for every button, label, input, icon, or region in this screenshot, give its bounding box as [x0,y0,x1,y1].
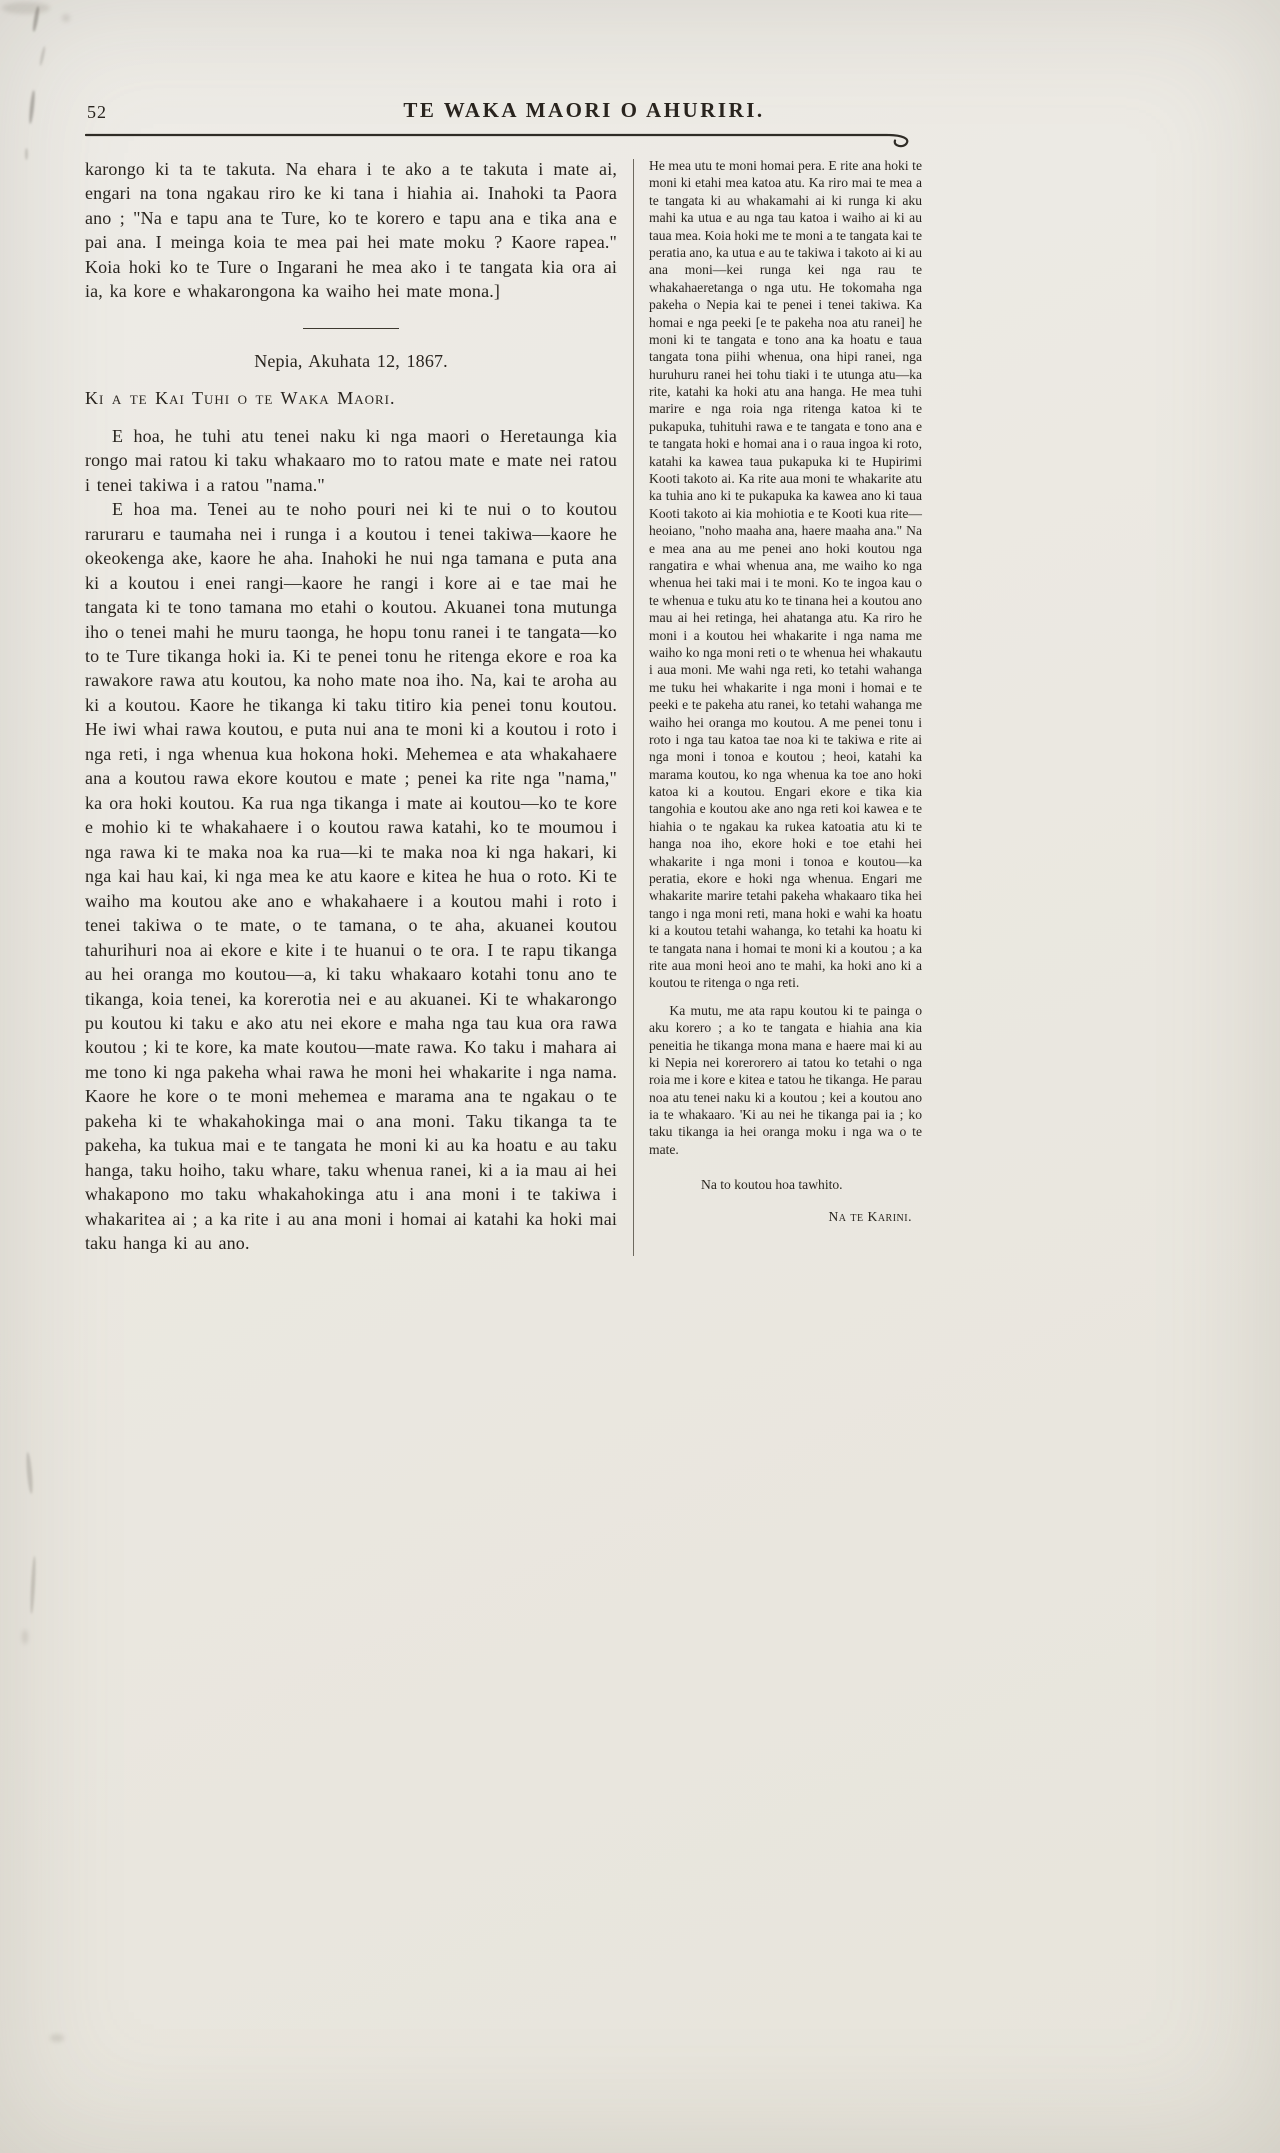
masthead-title: TE WAKA MAORI O AHURIRI. [403,98,765,122]
paragraph: Ka mutu, me ata rapu koutou ki te painga o aku korero ; a ko te tangata e hiahia ana kia peneitia he tikanga mona mana e haere mai ki au ki Nepia nei korerorero ai tatou ko tetahi o nga roia me i kore e kitea e tatou he tikanga. He parau noa atu tenei naku ki a koutou ; kei a koutou ano ia te whakaaro. 'Ki au nei he tikanga pai ia ; ko taku tikanga ia hei oranga moku i nga wa o te mate. [649,1002,922,1157]
signature: Na te Karini. [828,1208,912,1224]
scan-artifact [2,2,50,14]
paragraph-continuation: He mea utu te moni homai pera. E rite ana hoki te moni ki etahi mea katoa atu. Ka riro mai te mea a te tangata ki au whakamahi ai ki runga ki aku mahi ka utua e au nga tau katoa i waiho ai ki au taua mea. Koia hoki me te moni a te tangata kai te peratia ano, ka utua e au te takiwa i takoto ai ki au ana moni—kei runga kei nga rau te whakahaeretanga o nga utu. He tokomaha nga pakeha o Nepia kai te penei i tenei takiwa. Ka homai e nga peeki [e te pakeha noa atu ranei] he moni ki te tangata e tono ana ka hoatu e taua tangata tona piihi whenua, ona hipi ranei, nga huruhuru ranei hei tohu tiaki i te utunga atu—ka rite, katahi ka hoki atu ana hanga. He mea tuhi marire e nga roia nga ritenga katoa ki te pukapuka, tuhituhi rawa e te tangata e tono ana e te tangata hoki e homai ana i o raua ingoa ki roto, katahi ka kawea taua pukapuka ki te Hupirimi Kooti takoto ai. Ka rite aua moni te whakarite atu ka tuhia ano ki te pukapuka ka kawea ano ki taua Kooti takoto ai kia mohiotia e te Kooti kua rite—heoiano, "noho maaha ana, haere maaha ana." Na e mea ana au me penei ano hoki koutou nga rangatira e whai whenua ana, me waiho ko nga whenua hei taki mai i te moni. Ko te ingoa kau o te whenua e tuku atu ko te tinana hei a koutou ano mau ai hei retinga, hei ahatanga atu. Ka riro he moni i a koutou hei whakarite i nga nama me waiho ko nga moni reti o te whenua hei whakautu i aua moni. Me wahi nga reti, ko tetahi wahanga me tuku hei whakarite i nga moni i homai e te peeki e te pakeha atu ranei, ko tetahi wahanga me waiho hei oranga mo koutou. A me penei tonu i roto i nga tau katoa tae noa ki te takiwa e rite ai nga moni i tonoa e koutou ; heoi, katahi ka marama koutou, ko nga whenua ka toe ano hoki katoa ki a koutou. Engari ekore e tika kia tangohia e koutou ake ano nga reti koi kawea e te hiahia o te ngakau ka rukea katoatia atu ki te hanga noa iho, ekore hoki e toe etahi hei whakarite i nga moni i tonoa e koutou—ka peratia, ekore e hoki nga whenua. Engari me whakarite marire tetahi pakeha whakaaro tika hei tango i nga moni reti, mana hoki e wahi ka hoatu ki a koutou tetahi wahanga, ko tetahi ka hoatu ki te tangata nana i homai te moni ki a koutou ; a ka rite aua moni heoi ano te mahi, ka hoki ano ki a koutou te ritenga o nga reti. [649,158,922,991]
section-divider-rule [303,328,399,329]
left-column [85,157,617,1256]
page-header [85,95,923,131]
paragraph: E hoa ma. Tenei au te noho pouri nei ki te nui o to koutou raruraru e taumaha nei i runga i a koutou i tenei takiwa—kaore he okeokenga ake, kaore he aha. Inahoki he nui nga tamana e puta ana ki a koutou i enei rangi—kaore he rangi i kore ai e tae mai he tangata ki te tono tamana mo etahi o koutou. Akuanei tona mutunga iho o tenei mahi he muru taonga, he hopu tonu ranei i te tangata—ko to te Ture tikanga hoki ia. Ki te penei tonu he ritenga ekore e roa ka rawakore rawa atu koutou, ka noho mate noa iho. Na, kai te aroha au ki a koutou. Kaore he tikanga ki taku titiro kia penei tonu koutou. He iwi whai rawa koutou, e puta nui ana te moni ki a koutou i roto i nga reti, i nga whenua kua hokona hoki. Mehemea e ata whakahaere ana a koutou rawa ekore koutou e mate ; penei ka rite nga "nama," ka ora hoki koutou. Ka rua nga tikanga i mate ai koutou—ko te kore e mohio ki te whakahaere i o koutou rawa katahi, ko te moumou i nga rawa ki te maka noa ka rua—ki te maka noa ki nga hakari, ki nga kai hau kai, ki nga mea ke atu kaore e kitea he hua o roto. Ki te waiho ma koutou ake ano e whakahaere i a koutou mahi i roto i tenei takiwa o te mate, o te tamana, o te aha, akuanei koutou tahurihuri noa ai ekore e kite i te huanui o te ora. I te rapu tikanga au hei oranga mo koutou—a, ki taku whakaaro kotahi tonu ano te tikanga, koia tenei, ka korerotia nei e au akuanei. Ki te whakarongo pu koutou ki taku e ako atu nei ekore e maha nga tau kua ora rawa koutou ; ki te kore, ka mate koutou—mate rawa. Ko taku i mahara ai me tono ki nga pakeha whai rawa he moni hei whakarite i nga nama. Kaore he kore o te moni mehemea e marama ana te ngakau o te pakeha ki te whakahokinga mai o ana moni. Taku tikanga ta te pakeha, ka tukua mai e te tangata he moni ki au ka hoatu e au taku hanga, taku hoiho, taku whare, taku whenua ranei, ki a ia mau ai hei whakapono mo taku whakahokinga atu i ana moni i te takiwa i whakaritea ai ; a ka rite i au ana moni i homai ai katahi ka hoki mai taku hanga ki au ano. [85,499,617,1254]
scan-artifact [29,1556,36,1614]
paragraph: E hoa, he tuhi atu tenei naku ki nga maori o Heretaunga kia rongo mai ratou ki taku whakaaro mo to ratou mate e mate nei ratou i tenei takiwa i a ratou "nama." [85,425,617,495]
column-divider [633,159,634,1256]
scan-artifact [25,1452,34,1494]
header-rule-flourish [85,131,923,149]
page-content [85,95,923,1256]
columns [85,157,923,1256]
valediction: Na to koutou hoa tawhito. [701,1177,843,1193]
header-rule [85,131,923,149]
right-column [649,157,922,1225]
scan-artifact [62,14,70,22]
dateline: Nepia, Akuhata 12, 1867. [254,350,448,371]
scan-artifact [50,2034,64,2042]
letter-heading: Ki a te Kai Tuhi o te Waka Maori. [85,388,396,409]
scan-artifact [25,148,28,160]
page-number: 52 [87,102,107,122]
scan-artifact [39,46,46,66]
scan-artifact [28,90,36,124]
paragraph-continuation: karongo ki ta te takuta. Na ehara i te ako a te takuta i mate ai, engari na tona ngakau riro ke ki tana i hiahia ai. Inahoki ta Paora ano ; "Na e tapu ana te Ture, ko te korero e tapu ana e tika ana e pai ana. I meinga koia te mea pai hei mate moku ? Kaore rapea." Koia hoki ko te Ture o Ingarani he mea ako i te tangata kia ora ai ia, ka kore e whakarongona ka waiho hei mate mona.] [85,159,617,302]
scan-artifact [22,1630,28,1644]
